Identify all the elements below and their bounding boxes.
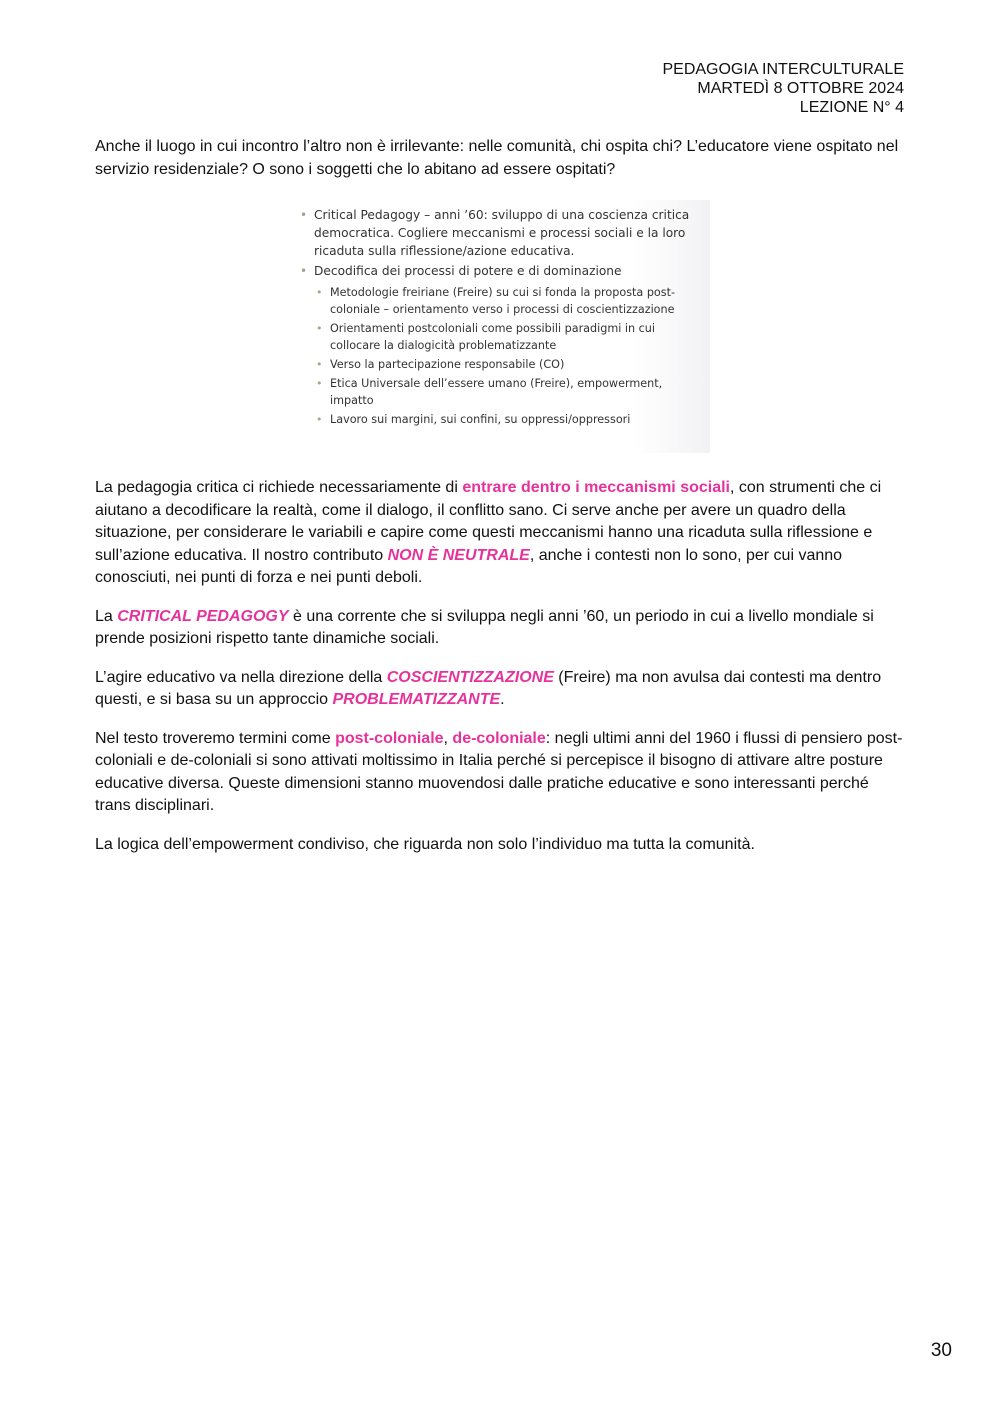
slide-image [284, 200, 710, 453]
highlight-term: CRITICAL PEDAGOGY [117, 607, 289, 625]
text-run: . [500, 691, 505, 708]
highlight-term: COSCIENTIZZAZIONE [386, 668, 554, 686]
highlight-term: post-coloniale [335, 729, 444, 747]
text-run: Nel testo troveremo termini come [95, 729, 336, 747]
slide-bullet-critical-pedagogy: • Critical Pedagogy – anni ’60: sviluppo di una coscienza critica democratica. Cogliere meccanismi e processi sociali e la loro ricaduta sulla riflessione/azione educativa. [298, 207, 700, 260]
paragraph-critical-pedagogy [95, 606, 905, 651]
text-run: L’agire educativo va nella direzione della [95, 668, 387, 686]
text-run: è una corrente che si sviluppa negli anni ’60, un periodo in cui a livello mondiale si prende posizioni rispetto tante dinamiche sociali. [95, 607, 874, 647]
text-run: , anche i contesti non lo sono, per cui vanno conosciuti, nei punti di forza e nei punti deboli. [95, 546, 843, 586]
slide-bullet-list [298, 207, 700, 428]
lesson-number: LEZIONE N° 4 [799, 99, 904, 116]
text-run: : negli ultimi anni del 1960 i flussi di pensiero post-coloniali e de-coloniali si sono attivati moltissimo in Italia perché si percepisce il bisogno di attivare altre posture educative diversa. Queste dimensioni stanno muovendosi dalle pratiche educative e sono interessanti perché trans disciplinari. [95, 729, 903, 814]
lesson-date: MARTEDÌ 8 OTTOBRE 2024 [697, 80, 904, 97]
page-number: 30 [930, 1340, 952, 1361]
highlight-term: PROBLEMATIZZANTE [332, 691, 501, 708]
slide-subbullet: • Lavoro sui margini, sui confini, su oppressi/oppressori [298, 411, 700, 428]
paragraph-post-coloniale [95, 728, 905, 818]
text-run: La [95, 607, 118, 625]
slide-subbullet: • Metodologie freiriane (Freire) su cui si fonda la proposta post-coloniale – orientamento verso i processi di coscientizzazione [298, 284, 700, 318]
slide-subbullet: • Verso la partecipazione responsabile (CO) [298, 356, 700, 373]
paragraph-pedagogia-critica [95, 477, 905, 590]
slide-bullet-decodifica: • Decodifica dei processi di potere e di dominazione [298, 263, 700, 281]
slide-subbullet: • Etica Universale dell’essere umano (Freire), empowerment, impatto [298, 375, 700, 409]
text-run: , [443, 729, 453, 747]
paragraph-coscientizzazione [95, 667, 905, 712]
text-run: , con strumenti che ci aiutano a decodificare la realtà, come il dialogo, il conflitto sano. Ci serve anche per avere un quadro della situazione, per considerare le variabili e capire come questi meccanismi hanno una ricaduta sulla riflessione e sull’azione educativa. Il nostro contributo [95, 479, 882, 564]
document-body [95, 136, 905, 872]
course-title: PEDAGOGIA INTERCULTURALE [662, 61, 904, 78]
text-run: La pedagogia critica ci richiede necessariamente di [95, 479, 463, 496]
highlight-term: entrare dentro i meccanismi sociali [462, 479, 730, 496]
slide-subbullet: • Orientamenti postcoloniali come possibili paradigmi in cui collocare la dialogicità problematizzante [298, 320, 700, 354]
highlight-term: de-coloniale [452, 729, 546, 747]
highlight-term: NON È NEUTRALE [387, 546, 530, 564]
text-run: (Freire) ma non avulsa dai contesti ma dentro questi, e si basa su un approccio [95, 668, 882, 708]
intro-paragraph: Anche il luogo in cui incontro l’altro non è irrilevante: nelle comunità, chi ospita chi? L’educatore viene ospitato nel servizio residenziale? O sono i soggetti che lo abitano ad essere ospitati? [95, 138, 899, 178]
page-header [662, 60, 904, 117]
paragraph-empowerment: La logica dell’empowerment condiviso, che riguarda non solo l’individuo ma tutta la comunità. [95, 835, 755, 853]
